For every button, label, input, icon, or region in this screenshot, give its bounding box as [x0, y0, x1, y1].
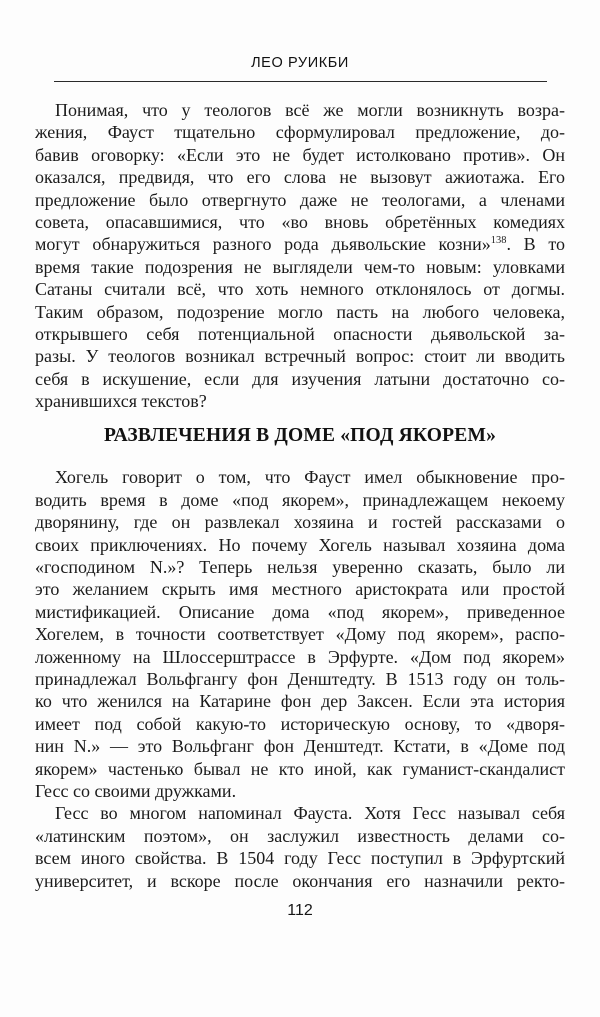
text-line: «господином N.»? Теперь нельзя уверенно сказать, было ли: [35, 557, 565, 578]
page-number: 112: [287, 901, 313, 919]
text-line: это желанием скрыть имя местного аристократа или простой: [35, 579, 565, 600]
text-line: Гесс во многом напоминал Фауста. Хотя Гесс называл себя: [55, 803, 565, 824]
text-line: предложение было отвергнуто даже не теологами, а членами: [35, 189, 565, 210]
text-line: хранившихся текстов?: [35, 391, 207, 412]
text-line: нин N.» — это Вольфганг фон Денштедт. Кстати, в «Доме под: [35, 736, 565, 757]
paragraph-3: [35, 802, 565, 892]
text-column: [35, 99, 565, 892]
text-line: жения, Фауст тщательно сформулировал предложение, до-: [35, 122, 565, 143]
text-line: Таким образом, подозрение могло пасть на любого человека,: [35, 301, 565, 322]
text-line: ложенному на Шлоссерштрассе в Эрфурте. «Дом под якорем»: [35, 646, 565, 667]
text-line: открывшего себя потенциальной опасности дьявольской за-: [35, 323, 565, 344]
text-line: совета, опасавшимися, что «во вновь обретённых комедиях: [35, 211, 565, 232]
text-line: якорем» частенько бывал не кто иной, как гуманист-скандалист: [35, 758, 565, 779]
text-line: ко что женился на Катарине фон дер Заксен. Если эта история: [35, 691, 565, 712]
footnote-reference: 138: [490, 235, 507, 247]
text-line: себя в искушение, если для изучения латыни достаточно со-: [35, 368, 565, 389]
text-line: Гесс со своими дружками.: [35, 780, 237, 801]
text-line: водить время в доме «под якорем», принадлежащем некоему: [35, 489, 565, 510]
text-line: имеет под собой какую-то историческую основу, то «дворя-: [35, 713, 565, 734]
book-page: [0, 55, 600, 1017]
text-line: принадлежал Вольфгангу фон Денштедту. В 1513 году он толь-: [35, 668, 565, 689]
text-line: Сатаны считали всё, что хоть немного отклонялось от догмы.: [35, 279, 565, 300]
paragraph-2: [35, 466, 565, 802]
text-line: «латинским поэтом», он заслужил известность делами со-: [35, 825, 565, 846]
text-line: Хогель говорит о том, что Фауст имел обыкновение про-: [55, 467, 565, 488]
text-line: своих приключениях. Но почему Хогель называл хозяина дома: [35, 534, 565, 555]
text-line: мистификацией. Описание дома «под якорем», приведенное: [35, 601, 565, 622]
text-line: всем иного свойства. В 1504 году Гесс поступил в Эрфуртский: [35, 848, 565, 869]
section-heading: РАЗВЛЕЧЕНИЯ В ДОМЕ «ПОД ЯКОРЕМ»: [103, 425, 497, 447]
text-line: Хогелем, в точности соответствует «Дому под якорем», распо-: [35, 624, 565, 645]
header-rule: [54, 81, 547, 82]
text-line: дворянину, где он развлекал хозяина и гостей рассказами о: [35, 512, 565, 533]
text-line: бавив оговорку: «Если это не будет истолковано против». Он: [35, 144, 565, 165]
text-line: Понимая, что у теологов всё же могли возникнуть возра-: [55, 100, 565, 120]
running-header: ЛЕО РУИКБИ: [251, 55, 349, 71]
text-line: университет, и вскоре после окончания его назначили ректо-: [35, 870, 565, 891]
paragraph-1: [35, 99, 565, 412]
text-line: могут обнаружиться разного рода дьявольские козни»$^{138}$. В то: [35, 234, 566, 255]
text-line: время такие подозрения не выглядели чем-то новым: уловками: [35, 256, 565, 277]
text-line: разы. У теологов возникал встречный вопрос: стоит ли вводить: [35, 346, 565, 367]
text-line: оказался, предвидя, что его слова не вызовут ажиотажа. Его: [35, 167, 565, 188]
